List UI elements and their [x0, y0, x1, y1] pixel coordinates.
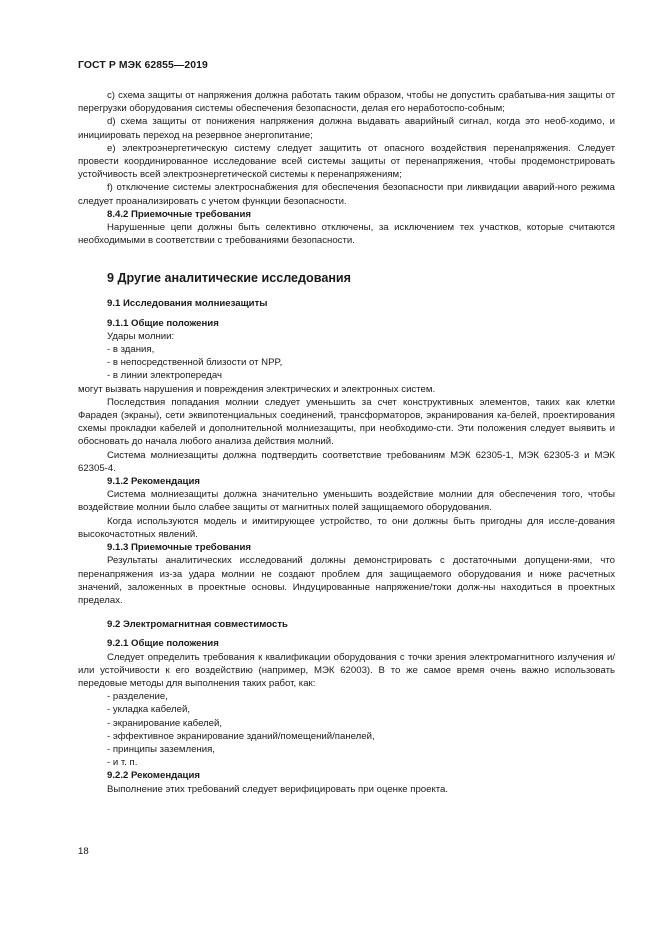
subsection-heading-9-2-2: 9.2.2 Рекомендация: [107, 770, 200, 782]
page-content: [78, 89, 615, 796]
section-heading-9: 9 Другие аналитические исследования: [107, 271, 352, 286]
section-heading-9-2: 9.2 Электромагнитная совместимость: [107, 619, 288, 631]
page-number: 18: [78, 846, 89, 857]
paragraph: Система молниезащиты должна значительно уменьшить воздействие молнии для обеспечения того, чтобы воздействие молнии было слабее защиты от магнитных полей защищаемого оборудования.: [78, 489, 615, 514]
list-item: - принципы заземления,: [107, 743, 215, 755]
list-item-c: c) схема защиты от напряжения должна работать таким образом, чтобы не допустить срабатыва-ния защиты от перегрузки оборудования системы обеспечения безопасности, делая его неработоспо-собным;: [78, 90, 615, 115]
list-item: - и т. п.: [107, 757, 138, 769]
list-item: - в здания,: [107, 344, 155, 356]
subsection-heading-9-1-2: 9.1.2 Рекомендация: [107, 476, 200, 488]
paragraph: могут вызвать нарушения и повреждения электрических и электронных систем.: [78, 383, 436, 395]
subsection-heading-9-2-1: 9.2.1 Общие положения: [107, 638, 219, 650]
list-item: - экранирование кабелей,: [107, 717, 223, 729]
list-item-e: e) электроэнергетическую систему следует защитить от опасного воздействия перенапряжения. Следует провести координированное исследование всей системы защиты от перенапряжения, чтобы продемонстрировать устойчивость всей электроэнергетической системы к перенапряжениям;: [78, 142, 615, 181]
subsection-heading-9-1-1: 9.1.1 Общие положения: [107, 317, 219, 329]
paragraph: Когда используются модель и имитирующее устройство, то они должны быть пригодны для иссле-дования высокочастотных явлений.: [78, 515, 615, 540]
paragraph: Выполнение этих требований следует верифицировать при оценке проекта.: [107, 783, 449, 795]
list-item: - разделение,: [107, 691, 168, 703]
paragraph-intro: Удары молнии:: [107, 330, 175, 342]
list-item: - укладка кабелей,: [107, 704, 191, 716]
list-item: - в непосредственной близости от NPP,: [107, 357, 283, 369]
subsection-heading-8-4-2: 8.4.2 Приемочные требования: [107, 208, 251, 220]
paragraph: Следует определить требования к квалификации оборудования с точки зрения электромагнитного излучения и/или устойчивости к его воздействию (например, МЭК 62003). В то же самое время очень важно использовать передовые методы для выполнения таких работ, как:: [78, 651, 615, 689]
list-item: - в линии электропередач: [107, 370, 222, 382]
paragraph-8-4-2: Нарушенные цепи должны быть селективно отключены, за исключением тех участков, которые считаются необходимыми в соответствии с требованиями безопасности.: [78, 222, 615, 247]
document-header: ГОСТ Р МЭК 62855—2019: [78, 60, 208, 71]
subsection-heading-9-1-3: 9.1.3 Приемочные требования: [107, 542, 251, 554]
paragraph: Результаты аналитических исследований должны демонстрировать с достаточными допущени-ями, что перенапряжения из-за удара молнии не создают проблем для защищаемого оборудования и ниже расчетных значений, заложенных в проектные основы. Индуцированные напряжение/токи долж-ны находиться в проектных пределах.: [78, 555, 615, 606]
paragraph: Система молниезащиты должна подтвердить соответствие требованиям МЭК 62305-1, МЭК 62305-3 и МЭК 62305-4.: [78, 449, 615, 474]
list-item-d: d) схема защиты от понижения напряжения должна выдавать аварийный сигнал, когда это необ-ходимо, и инициировать переход на резервное энергопитание;: [78, 116, 615, 141]
paragraph: Последствия попадания молнии следует уменьшить за счет конструктивных элементов, таких как клетки Фарадея (экраны), сети эквипотенциальных соединений, трансформаторов, экранирования ка-белей, проектирования схемы прокладки кабелей и дополнительной молниезащиты, при необходимо-сти. Эти положения следует выявить и обосновать до начала любого анализа действия молний.: [78, 396, 615, 448]
list-item: - эффективное экранирование зданий/помещений/панелей,: [107, 730, 375, 742]
section-heading-9-1: 9.1 Исследования молниезащиты: [107, 298, 268, 310]
list-item-f: f) отключение системы электроснабжения для обеспечения безопасности при ликвидации аварий-ного режима следует проанализировать с учетом функции безопасности.: [78, 182, 615, 207]
